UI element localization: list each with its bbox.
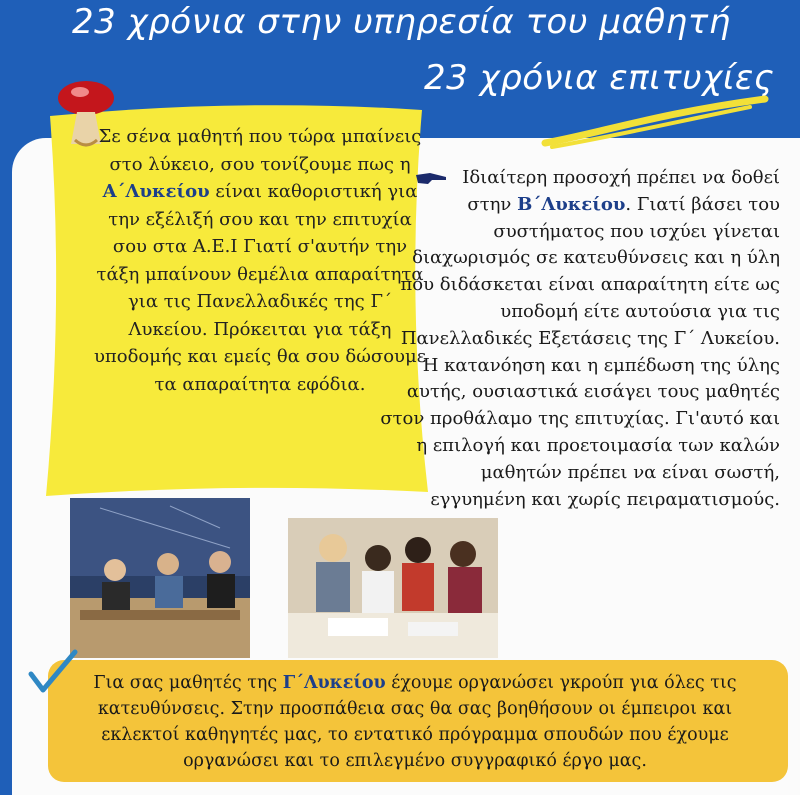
second-grade-text-start: Ιδιαίτερη προσοχή πρέπει να δοθεί στην [462,167,780,215]
third-grade-highlight: Γ΄Λυκείου [282,673,386,693]
pointing-hand-icon [414,171,448,185]
headline-years-service: 23 χρόνια στην υπηρεσία του μαθητή [72,2,731,42]
third-grade-paragraph [60,670,770,774]
first-grade-paragraph [90,123,430,398]
first-grade-text-end: είναι καθοριστική για την εξέλιξή σου και την επιτυχία σου στα Α.Ε.Ι Γιατί σ'αυτήν την τάξη μπαίνουν θεμέλια απαραίτητα για τις Πανελλαδικές της Γ΄ Λυκείου. Πρόκειται για τάξη υποδομής και εμείς θα σου δώσουμε τα απαραίτητα εφόδια. [93,181,427,395]
third-grade-text-end: έχουμε οργανώσει γκρούπ για όλες τις κατευθύνσεις. Στην προσπάθεια σας θα σας βοηθήσουν οι έμπειροι και εκλεκτοί καθηγητές μας, το εντατικό πρόγραμμα σπουδών που έχουμε οργανώσει και το επιλεγμένο συγγραφικό έργο μας. [97,673,737,771]
yellow-swoosh [540,95,772,150]
headline-years-success: 23 χρόνια επιτυχίες [424,58,775,98]
third-grade-text-start: Για σας μαθητές της [93,673,283,693]
first-grade-text-start: Σε σένα μαθητή που τώρα μπαίνεις στο λύκειο, σου τονίζουμε πως η [98,126,422,175]
second-grade-text-end: . Γιατί βάσει του συστήματος που ισχύει γίνεται διαχωρισμός σε κατευθύνσεις και η ύλη που διδάσκεται είναι απαραίτητη είτε ως υποδομή είτε αυτούσια για τις Πανελλαδικές Εξετάσεις της Γ΄ Λυκείου. Η κατανόηση και η εμπέδωση της ύλης αυτής, ουσιαστικά εισάγει τους μαθητές στον προθάλαμο της επιτυχίας. Γι'αυτό και η επιλογή και προετοιμασία των καλών μαθητών πρέπει να είναι σωστή, εγγυημένη και χωρίς πειραματισμούς. [380,193,780,510]
first-grade-highlight: Α΄Λυκείου [102,181,210,202]
second-grade-paragraph [380,165,780,513]
students-studying-photo [288,518,498,658]
second-grade-highlight: Β΄Λυκείου [517,193,626,215]
classroom-photo [70,498,250,658]
